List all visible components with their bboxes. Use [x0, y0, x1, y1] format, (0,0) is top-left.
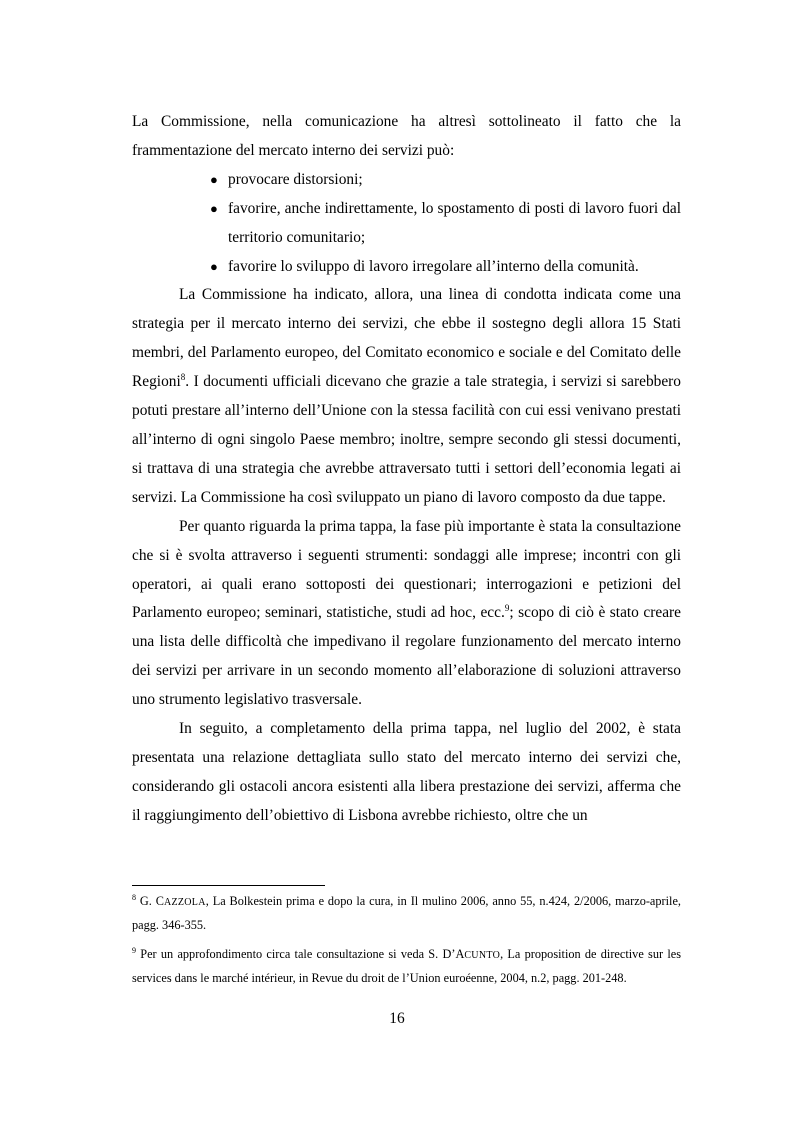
footnote-divider [132, 885, 325, 886]
list-item: ● favorire lo sviluppo di lavoro irregolare all’interno della comunità. [208, 253, 681, 282]
paragraph-4: In seguito, a completamento della prima tappa, nel luglio del 2002, è stata presentata una relazione dettagliata sullo stato del mercato interno dei servizi che, considerando gli ostacoli ancora esistenti alla libera prestazione dei servizi, afferma che il raggiungimento dell’obiettivo di Lisbona avrebbe richiesto, oltre che un [132, 720, 681, 824]
paragraph-2: La Commissione ha indicato, allora, una linea di condotta indicata come una strategia per il mercato interno dei servizi, che ebbe il sostegno degli allora 15 Stati membri, del Parlamento europeo, del Comitato economico e sociale e del Comitato delle Regioni$^8$. I documenti ufficiali dicevano che grazie a tale strategia, i servizi si sarebbero potuti prestare all’interno dell’Unione con la stessa facilità con cui essi venivano prestati all’interno di ogni singolo Paese membro; inoltre, sempre secondo gli stessi documenti, si trattava di una strategia che avrebbe attraversato tutti i settori dell’economia legati ai servizi. La Commissione ha così sviluppato un piano di lavoro composto da due tappe. [132, 286, 681, 506]
footnote-ref-8[interactable]: 8 [180, 372, 186, 383]
bullet-list [132, 166, 681, 282]
bullet-icon: ● [210, 200, 218, 216]
paragraph-3: Per quanto riguarda la prima tappa, la fase più importante è stata la consultazione che si è svolta attraverso i seguenti strumenti: sondaggi alle imprese; incontri con gli operatori, ai quali erano sottoposti dei questionari; interrogazioni e petizioni del Parlamento europeo; seminari, statistiche, studi ad hoc, ecc.$^9$; scopo di ciò è stato creare una lista delle difficoltà che impedivano il regolare funzionamento del mercato interno dei servizi per arrivare in un secondo momento all’elaborazione di soluzioni attraverso uno strumento legislativo trasversale. [132, 517, 681, 709]
bullet-icon: ● [210, 171, 218, 187]
bullet-icon: ● [210, 258, 218, 274]
main-text [132, 108, 681, 831]
footnote-9: $^9$ Per un approfondimento circa tale consultazione si veda S. D’ACUNTO, La proposition de directive sur les services dans le marché intérieur, in Revue du droit de l’Union euroéenne, 2004, n.2, pagg. 201-248. [132, 945, 681, 985]
list-item: ● favorire, anche indirettamente, lo spostamento di posti di lavoro fuori dal territorio comunitario; [208, 195, 681, 253]
paragraph-1: La Commissione, nella comunicazione ha altresì sottolineato il fatto che la frammentazione del mercato interno dei servizi può: [132, 113, 681, 159]
list-item: ● provocare distorsioni; [208, 166, 681, 195]
footnote-ref-9[interactable]: 9 [504, 603, 510, 614]
page-number: 16 [389, 1010, 405, 1027]
footnotes [132, 890, 681, 995]
footnote-8: $^8$ G. CAZZOLA, La Bolkestein prima e dopo la cura, in Il mulino 2006, anno 55, n.424, 2/2006, marzo-aprile, pagg. 346-355. [132, 893, 682, 933]
